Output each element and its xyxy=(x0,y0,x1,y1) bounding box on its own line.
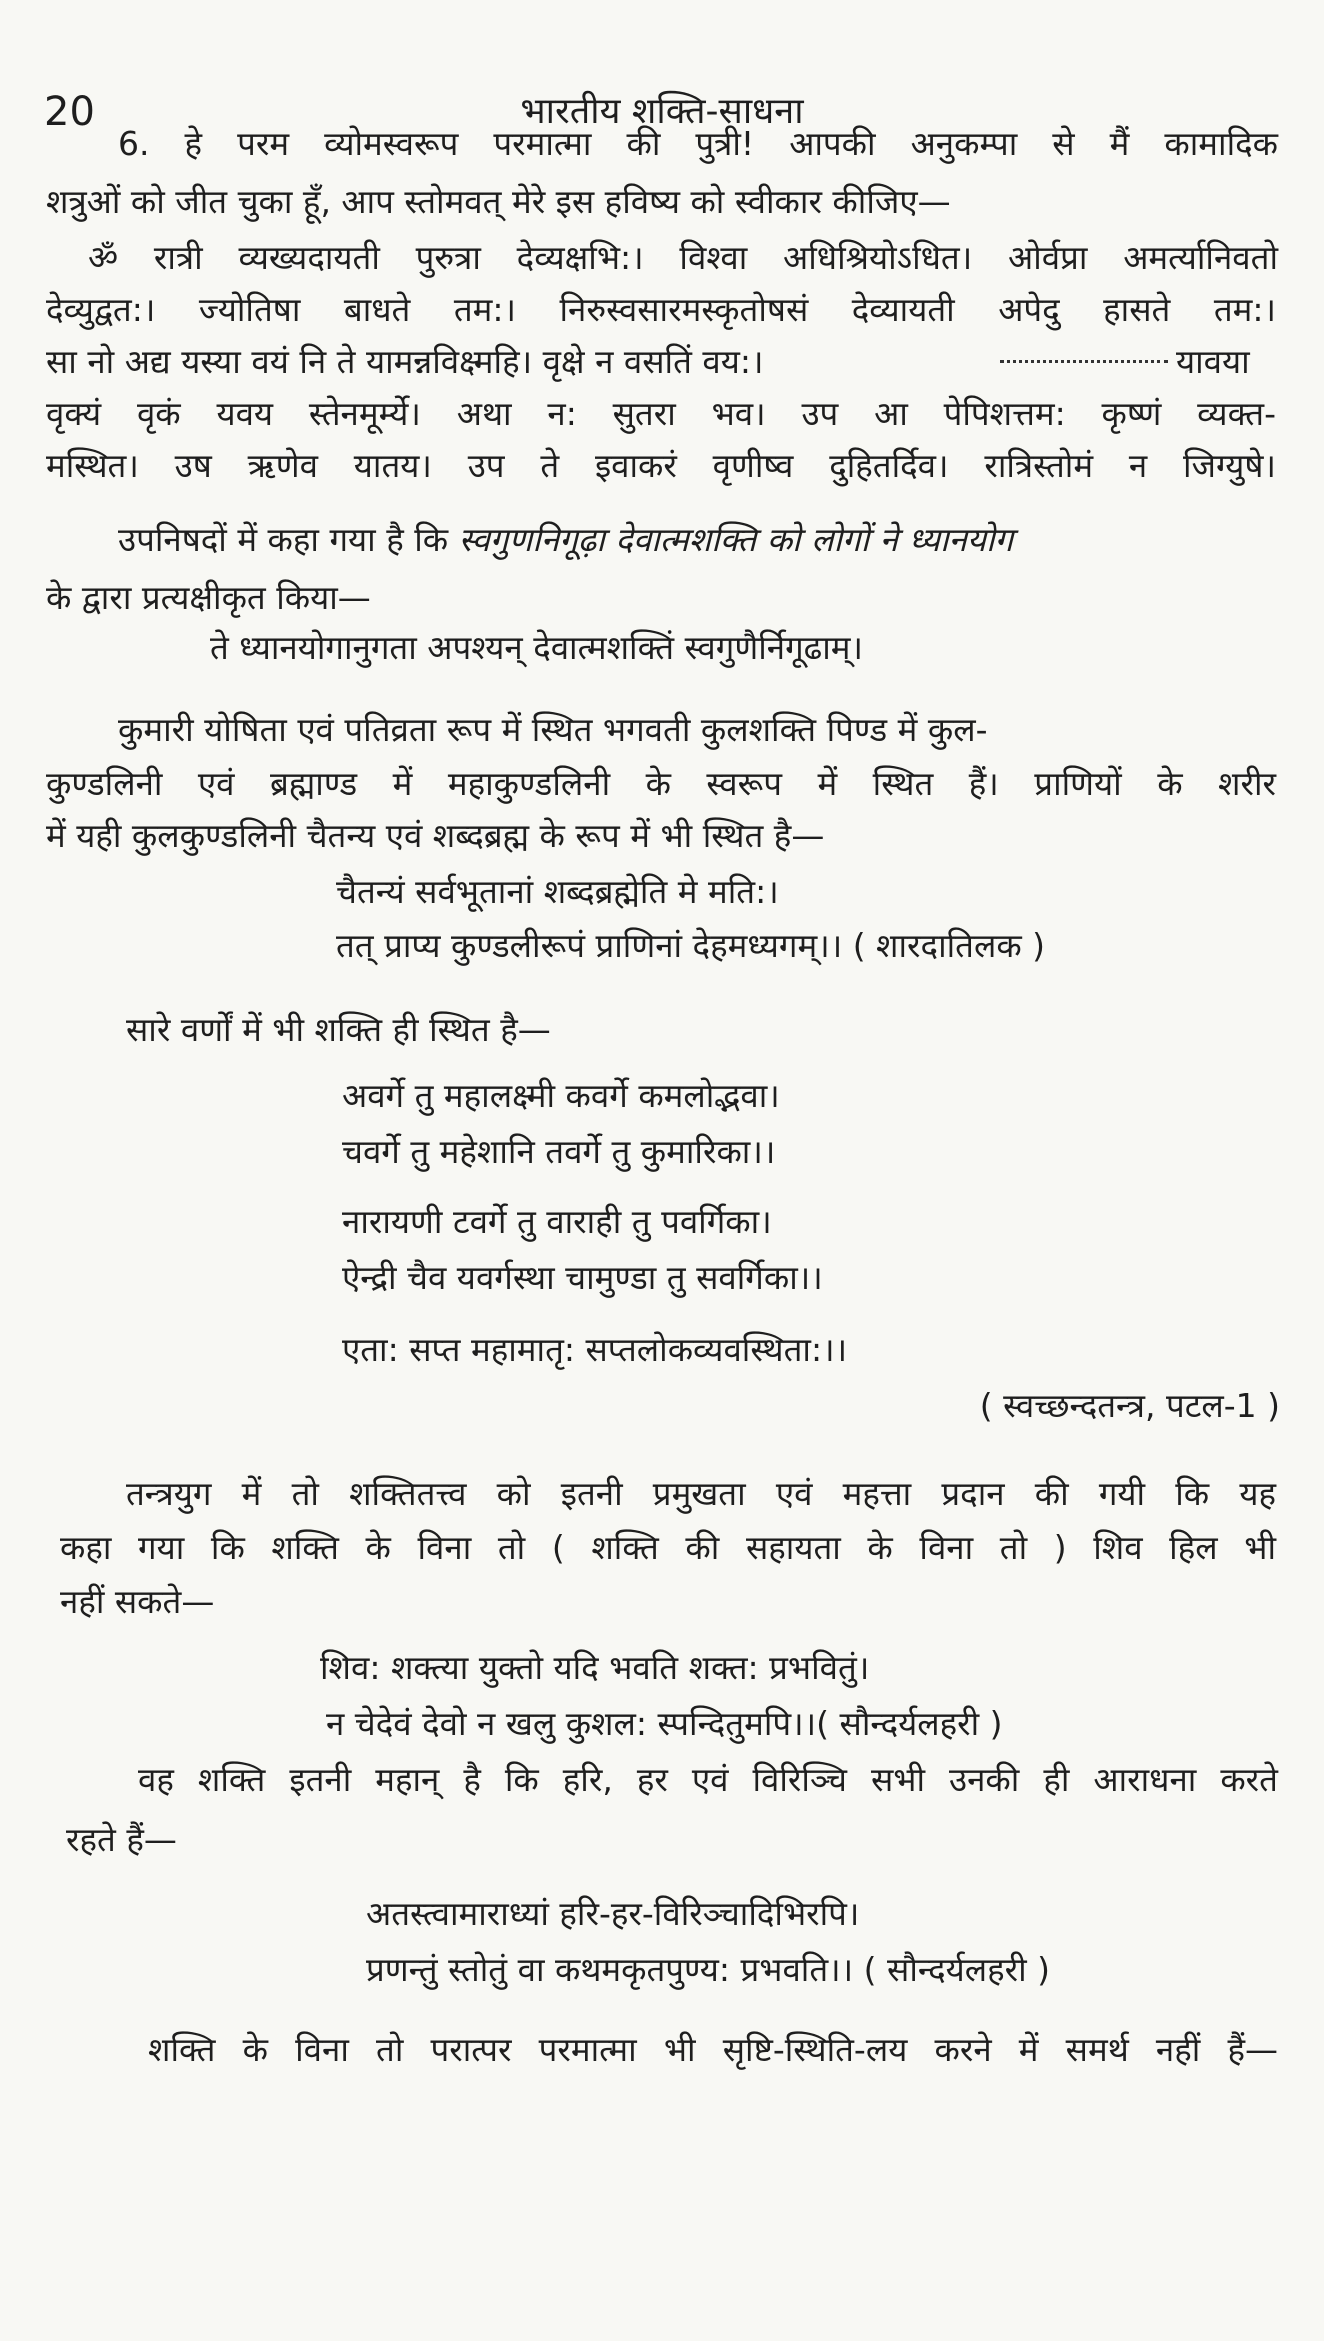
mantra-line: देव्युद्वत:। ज्योतिषा बाधते तम:। निरुस्वसारमस्कृतोषसं देव्यायती अपेदु हासते तम:। xyxy=(46,290,1276,329)
verse-line: अवर्गे तु महालक्ष्मी कवर्गे कमलोद्भवा। xyxy=(342,1076,780,1115)
mantra-line: वृक्यं वृकं यवय स्तेनमूर्म्ये। अथा न: सुतरा भव। उप आ पेपिशत्तम: कृष्णं व्यक्त- xyxy=(46,394,1276,433)
text-line: के द्वारा प्रत्यक्षीकृत किया— xyxy=(46,578,371,617)
text-line: उपनिषदों में कहा गया है कि स्वगुणनिगूढ़ा देवात्मशक्ति को लोगों ने ध्यानयोग xyxy=(0,516,1278,564)
verse-line: नारायणी टवर्गे तु वाराही तु पवर्गिका। xyxy=(342,1202,772,1241)
verse-line: चवर्गे तु महेशानि तवर्गे तु कुमारिका।। xyxy=(342,1132,776,1171)
text-line: शक्ति के विना तो परात्पर परमात्मा भी सृष्टि-स्थिति-लय करने में समर्थ नहीं हैं— xyxy=(148,2030,1278,2069)
text-line: नहीं सकते— xyxy=(60,1582,215,1621)
mantra-line: मस्थित। उष ऋणेव यातय। उप ते इवाकरं वृणीष्व दुहितर्दिव। रात्रिस्तोमं न जिग्युषे। xyxy=(46,446,1276,485)
mantra-line: ॐ रात्री व्यख्यदायती पुरुत्रा देव्यक्षभि:। विश्वा अधिश्रियोऽधित। ओर्वप्रा अमर्त्यानिवतो xyxy=(88,238,1278,277)
mantra-line: सा नो अद्य यस्या वयं नि ते यामन्नविक्ष्महि। वृक्षे न वसतिं वय:। यावया xyxy=(0,338,1276,386)
verse-line: अतस्त्वामाराध्यां हरि-हर-विरिञ्चादिभिरपि। xyxy=(366,1894,860,1933)
running-header-title: भारतीय शक्ति-साधना xyxy=(520,91,804,132)
text-line: कुण्डलिनी एवं ब्रह्माण्ड में महाकुण्डलिनी के स्वरूप में स्थित हैं। प्राणियों के शरीर xyxy=(46,764,1276,803)
text-line: 6. हे परम व्योमस्वरूप परमात्मा की पुत्री! आपकी अनुकम्पा से मैं कामादिक xyxy=(118,124,1278,163)
text-line: में यही कुलकुण्डलिनी चैतन्य एवं शब्दब्रह्म के रूप में भी स्थित है— xyxy=(46,816,825,855)
text-line: शत्रुओं को जीत चुका हूँ, आप स्तोमवत् मेरे इस हविष्य को स्वीकार कीजिए— xyxy=(46,182,951,221)
verse-line: तत् प्राप्य कुण्डलीरूपं प्राणिनां देहमध्यगम्।। ( शारदातिलक ) xyxy=(336,926,1046,965)
verse-line: ऐन्द्री चैव यवर्गस्था चामुण्डा तु सवर्गिका।। xyxy=(342,1258,823,1297)
text-line: कुमारी योषिता एवं पतिव्रता रूप में स्थित भगवती कुलशक्ति पिण्ड में कुल- xyxy=(118,710,988,749)
text-line: तन्त्रयुग में तो शक्तितत्त्व को इतनी प्रमुखता एवं महत्ता प्रदान की गयी कि यह xyxy=(126,1474,1276,1513)
verse-line: एता: सप्त महामातृ: सप्तलोकव्यवस्थिता:।। xyxy=(342,1330,848,1369)
verse-line: प्रणन्तुं स्तोतुं वा कथमकृतपुण्य: प्रभवति।। ( सौन्दर्यलहरी ) xyxy=(366,1950,1051,1989)
verse-line: शिव: शक्त्या युक्तो यदि भवति शक्त: प्रभवितुं। xyxy=(320,1648,870,1687)
page-number: 20 xyxy=(44,89,95,135)
text-line: वह शक्ति इतनी महान् है कि हरि, हर एवं विरिञ्चि सभी उनकी ही आराधना करते xyxy=(138,1760,1278,1799)
verse-line: चैतन्यं सर्वभूतानां शब्दब्रह्मेति मे मति:। xyxy=(336,872,779,911)
text-line: रहते हैं— xyxy=(66,1820,177,1859)
text-line: सारे वर्णों में भी शक्ति ही स्थित है— xyxy=(126,1010,551,1049)
verse-line: ते ध्यानयोगानुगता अपश्यन् देवात्मशक्तिं स्वगुणैर्निगूढाम्। xyxy=(210,628,864,667)
verse-line: न चेदेवं देवो न खलु कुशल: स्पन्दितुमपि।।( सौन्दर्यलहरी ) xyxy=(326,1704,1003,1743)
citation: ( स्वच्छन्दतन्त्र, पटल-1 ) xyxy=(979,1386,1280,1425)
ellipsis-dots xyxy=(1000,338,1168,363)
italic-phrase: स्वगुणनिगूढ़ा देवात्मशक्ति को लोगों ने ध्यानयोग xyxy=(458,520,1014,559)
text-line: कहा गया कि शक्ति के विना तो ( शक्ति की सहायता के विना तो ) शिव हिल भी xyxy=(60,1528,1276,1567)
